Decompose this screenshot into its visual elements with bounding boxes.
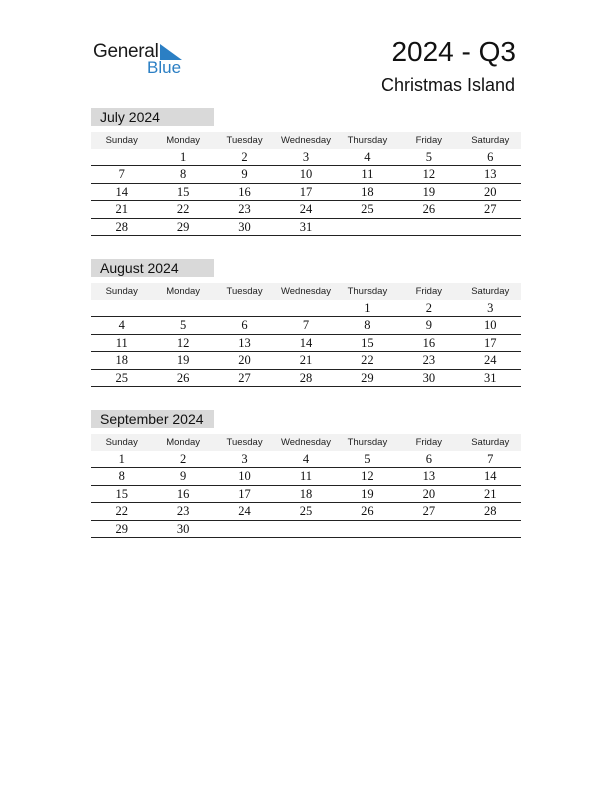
day-name: Friday [415,437,443,448]
day-cell: 11 [299,469,312,484]
day-cell: 5 [180,318,187,333]
day-cell: 31 [483,370,497,385]
day-cell [275,300,336,316]
week-row [91,486,521,503]
day-cell: 19 [422,184,436,199]
day-cell: 30 [176,521,190,536]
day-name: Monday [166,286,201,297]
month-header: July 2024 [91,108,214,126]
week-row [91,521,521,538]
day-cell: 5 [364,452,371,466]
week-row [91,201,521,218]
week-row [91,300,521,317]
day-cell [91,300,152,316]
day-name: Tuesday [226,286,263,297]
day-cell: 16 [176,486,190,501]
day-names-row [91,434,521,451]
day-cell: 22 [176,202,190,217]
day-cell: 25 [115,370,128,385]
day-cell: 2 [241,150,248,164]
day-cell: 20 [422,486,436,501]
day-name: Sunday [105,437,138,448]
day-cell: 11 [115,335,128,350]
day-cell: 23 [238,202,251,217]
weeks [91,149,521,236]
day-cell: 12 [422,167,436,182]
day-cell: 29 [361,370,374,385]
day-cell: 28 [483,504,497,519]
day-cell: 17 [299,184,313,199]
day-cell: 27 [238,370,251,385]
week-row [91,352,521,369]
page-title: 2024 - Q3 [391,36,516,67]
day-cell: 25 [361,202,374,217]
brand-logo [93,41,193,81]
month-header: September 2024 [91,410,214,428]
day-cell [337,521,398,537]
day-name: Thursday [347,135,388,146]
day-cell: 27 [422,504,436,519]
day-name: Monday [166,437,201,448]
day-cell: 22 [115,504,128,519]
day-cell: 3 [487,301,494,315]
day-cell: 10 [483,318,497,333]
day-cell: 3 [302,150,310,164]
month-block-september [91,410,521,538]
week-row [91,219,521,236]
day-cell: 11 [361,167,374,182]
day-cell [398,521,459,537]
day-name: Tuesday [226,437,263,448]
day-cell: 30 [422,370,436,385]
brand-word-general: General [93,41,159,62]
day-name: Monday [166,135,201,146]
day-name: Wednesday [280,135,331,146]
week-row [91,166,521,183]
day-cell: 14 [483,469,497,484]
month-block-august [91,259,521,387]
day-cell: 6 [241,318,248,333]
day-cell [214,300,275,316]
day-cell: 9 [180,469,187,484]
day-cell: 21 [483,486,497,501]
day-cell: 9 [425,318,432,333]
day-cell: 3 [241,452,248,466]
weeks [91,451,521,538]
day-cell: 7 [302,318,310,333]
day-cell: 4 [364,150,371,164]
month-block-july [91,108,521,236]
day-cell: 26 [361,504,374,519]
day-cell: 15 [115,486,128,501]
day-cell [337,219,398,235]
day-cell: 7 [118,167,125,182]
day-cell: 2 [180,452,187,466]
day-cell: 17 [483,335,497,350]
day-cell: 13 [238,335,251,350]
day-cell: 1 [364,301,371,315]
day-name: Saturday [471,135,510,146]
day-cell: 4 [302,452,310,466]
day-cell: 12 [361,469,374,484]
day-name: Saturday [471,437,510,448]
day-cell: 13 [422,469,436,484]
day-cell: 10 [238,469,251,484]
day-cell: 20 [483,184,497,199]
day-cell: 23 [176,504,190,519]
week-row [91,149,521,166]
week-row [91,317,521,334]
day-name: Thursday [347,286,388,297]
day-name: Friday [415,286,443,297]
day-cell: 15 [176,184,190,199]
day-cell [460,521,521,537]
day-cell: 19 [361,486,374,501]
day-cell: 17 [238,486,251,501]
day-name: Friday [415,135,443,146]
day-cell: 1 [118,452,125,466]
day-cell: 8 [364,318,371,333]
day-cell: 14 [115,184,128,199]
day-cell: 26 [422,202,436,217]
day-cell [460,219,521,235]
day-name: Tuesday [226,135,263,146]
day-cell: 28 [299,370,313,385]
day-cell: 8 [180,167,187,182]
day-cell: 28 [115,219,128,234]
day-cell: 20 [238,353,251,368]
day-cell: 16 [422,335,436,350]
day-cell: 5 [425,150,432,164]
day-cell: 10 [299,167,313,182]
day-cell: 4 [118,318,125,333]
day-cell: 12 [176,335,190,350]
day-names-row [91,283,521,300]
day-cell: 21 [115,202,128,217]
week-row [91,370,521,387]
day-cell: 7 [487,452,494,466]
day-name: Wednesday [280,437,331,448]
day-cell: 18 [361,184,374,199]
day-cell: 1 [180,150,187,164]
day-cell: 8 [118,469,125,484]
day-cell: 26 [176,370,190,385]
day-cell: 29 [115,521,128,536]
day-name: Thursday [347,437,388,448]
day-names-row [91,132,521,149]
day-cell: 15 [361,335,374,350]
day-name: Wednesday [280,286,331,297]
day-cell [214,521,275,537]
day-cell [152,300,213,316]
page-subtitle: Christmas Island [380,75,515,95]
week-row [91,451,521,468]
day-cell: 24 [299,202,313,217]
day-cell: 30 [238,219,251,234]
day-cell: 6 [487,150,494,164]
day-name: Sunday [105,135,138,146]
day-cell: 22 [361,353,374,368]
day-cell: 13 [483,167,497,182]
day-cell: 24 [483,353,497,368]
day-cell: 25 [299,504,313,519]
day-cell [91,149,152,165]
day-cell: 21 [299,353,313,368]
month-header: August 2024 [91,259,214,277]
day-cell: 29 [176,219,190,234]
day-cell: 19 [176,353,190,368]
day-cell: 9 [241,167,248,182]
day-name: Saturday [471,286,510,297]
day-cell [398,219,459,235]
day-cell: 27 [483,202,497,217]
day-cell: 16 [238,184,251,199]
week-row [91,503,521,520]
day-cell: 24 [238,504,251,519]
day-cell: 14 [299,335,313,350]
week-row [91,184,521,201]
brand-word-blue: Blue [147,58,182,77]
week-row [91,335,521,352]
day-cell: 18 [299,486,313,501]
day-cell: 31 [299,219,313,234]
week-row [91,468,521,485]
day-cell: 2 [425,301,432,315]
day-cell: 6 [425,452,432,466]
day-cell [275,521,336,537]
weeks [91,300,521,387]
day-name: Sunday [105,286,138,297]
day-cell: 23 [422,353,436,368]
day-cell: 18 [115,353,128,368]
